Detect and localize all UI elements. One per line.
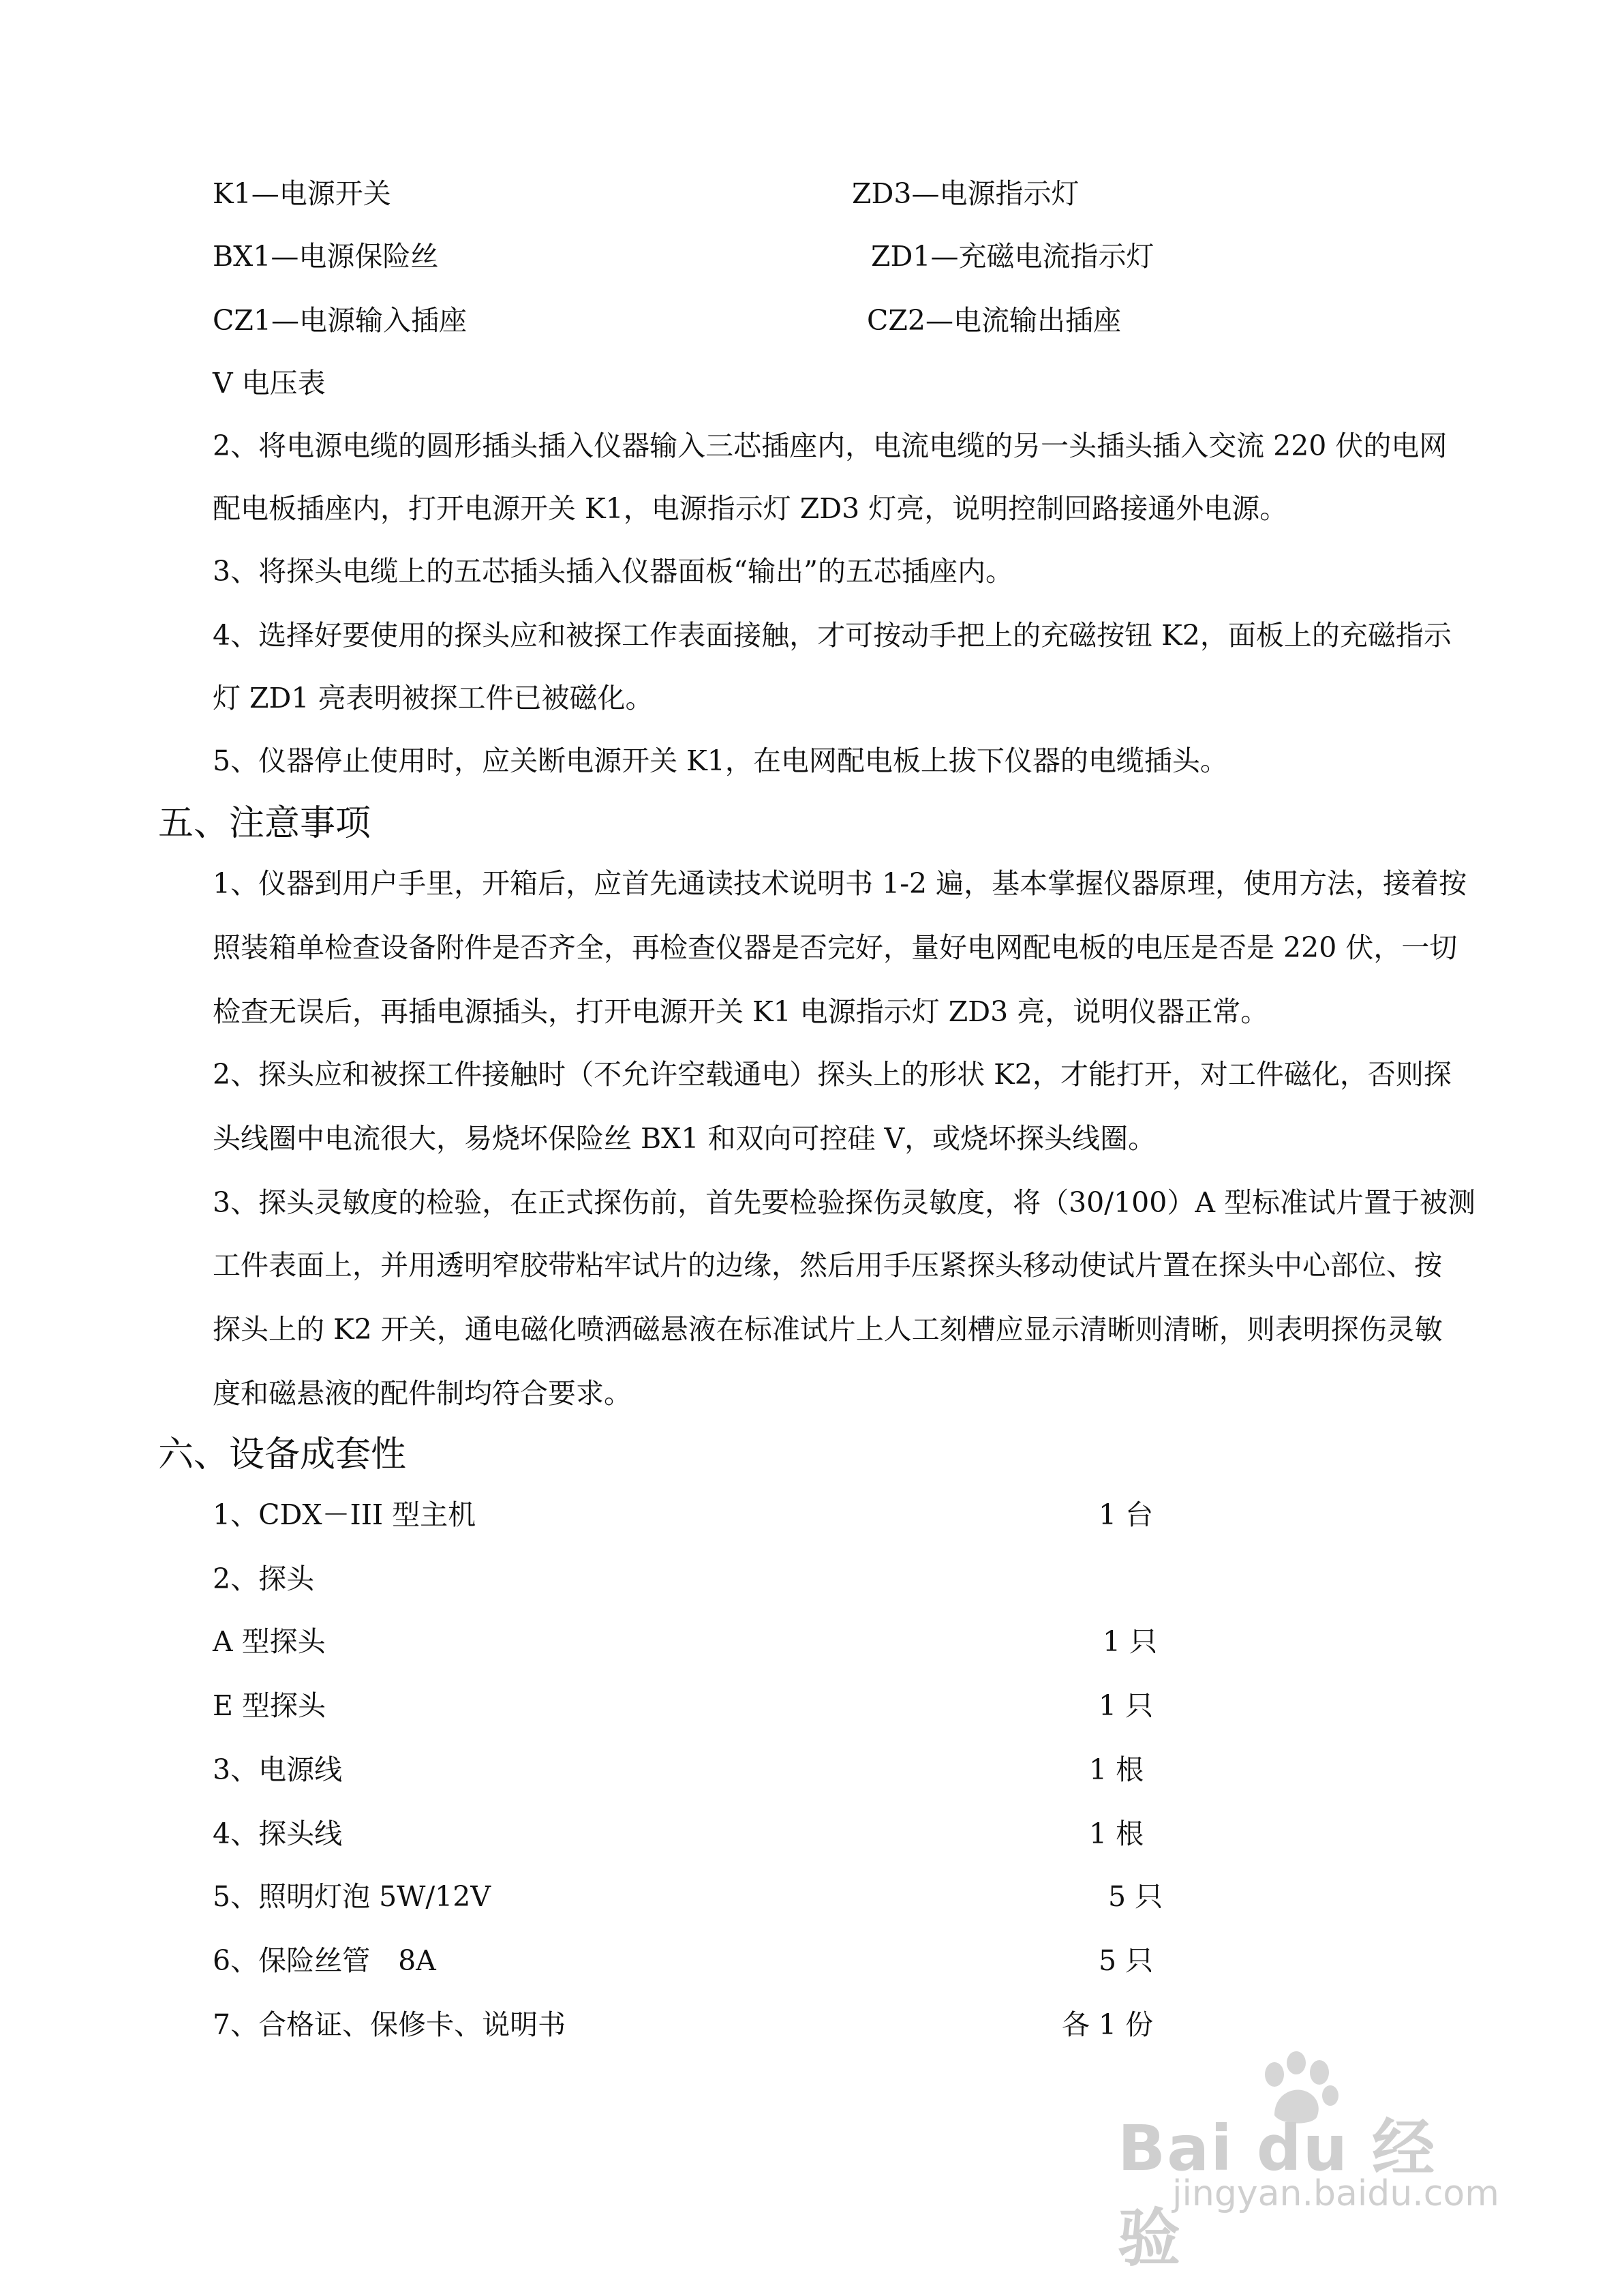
equipment-item-name: E 型探头 [213, 1689, 326, 1722]
equipment-item-name: 4、探头线 [213, 1817, 343, 1850]
equipment-item-name: 7、合格证、保修卡、说明书 [213, 2008, 566, 2041]
step-2-line-2: 配电板插座内，打开电源开关 K1，电源指示灯 ZD3 灯亮，说明控制回路接通外电源。 [213, 492, 1288, 525]
step-5: 5、仪器停止使用时，应关断电源开关 K1，在电网配电板上拔下仪器的电缆插头。 [213, 744, 1228, 777]
equipment-item-qty: 1 台 [1099, 1498, 1154, 1531]
legend-k1: K1—电源开关 [213, 177, 391, 210]
equipment-item-qty: 5 只 [1099, 1944, 1154, 1977]
note-2-line-2: 头线圈中电流很大，易烧坏保险丝 BX1 和双向可控硅 V，或烧坏探头线圈。 [213, 1122, 1157, 1155]
legend-bx1: BX1—电源保险丝 [213, 240, 439, 273]
legend-cz1: CZ1—电源输入插座 [213, 304, 467, 337]
section-6-heading: 六、设备成套性 [158, 1434, 407, 1475]
note-1-line-3: 检查无误后，再插电源插头，打开电源开关 K1 电源指示灯 ZD3 亮，说明仪器正常。 [213, 995, 1269, 1028]
equipment-item-qty: 1 只 [1103, 1625, 1158, 1658]
equipment-item-name: 6、保险丝管 8A [213, 1944, 436, 1977]
legend-zd1: ZD1—充磁电流指示灯 [871, 240, 1154, 273]
equipment-item-name: 1、CDX－III 型主机 [213, 1498, 476, 1531]
equipment-item-name: 2、探头 [213, 1562, 315, 1595]
equipment-item-name: A 型探头 [213, 1625, 326, 1658]
equipment-item-name: 3、电源线 [213, 1753, 343, 1786]
section-5-heading: 五、注意事项 [158, 803, 371, 844]
legend-cz2: CZ2—电流输出插座 [867, 304, 1121, 337]
equipment-item-qty: 1 根 [1089, 1817, 1144, 1850]
legend-zd3: ZD3—电源指示灯 [852, 177, 1080, 210]
note-3-line-1: 3、探头灵敏度的检验，在正式探伤前，首先要检验探伤灵敏度，将（30/100）A 型标准试片置于被测 [213, 1186, 1475, 1219]
baidu-jingyan-watermark [1118, 2051, 1499, 2275]
note-1-line-1: 1、仪器到用户手里，开箱后，应首先通读技术说明书 1-2 遍，基本掌握仪器原理，使用方法，接着按 [213, 867, 1467, 900]
step-4-line-2: 灯 ZD1 亮表明被探工件已被磁化。 [213, 682, 654, 714]
equipment-item-qty: 1 根 [1089, 1753, 1144, 1786]
note-3-line-4: 度和磁悬液的配件制均符合要求。 [213, 1377, 632, 1410]
watermark-brand: Bai du 经验 [1118, 2112, 1437, 2275]
step-3: 3、将探头电缆上的五芯插头插入仪器面板“输出”的五芯插座内。 [213, 555, 1014, 588]
note-3-line-3: 探头上的 K2 开关，通电磁化喷洒磁悬液在标准试片上人工刻槽应显示清晰则清晰，则表明探伤灵敏 [213, 1313, 1443, 1346]
equipment-item-qty: 各 1 份 [1062, 2008, 1154, 2041]
step-4-line-1: 4、选择好要使用的探头应和被探工作表面接触，才可按动手把上的充磁按钮 K2，面板上的充磁指示 [213, 619, 1452, 652]
watermark-url: jingyan.baidu.com [1172, 2173, 1499, 2214]
equipment-item-qty: 1 只 [1099, 1689, 1154, 1722]
note-3-line-2: 工件表面上，并用透明窄胶带粘牢试片的边缘，然后用手压紧探头移动使试片置在探头中心部位、按 [213, 1249, 1442, 1282]
legend-v: V 电压表 [213, 367, 326, 399]
equipment-item-name: 5、照明灯泡 5W/12V [213, 1880, 491, 1913]
step-2-line-1: 2、将电源电缆的圆形插头插入仪器输入三芯插座内，电流电缆的另一头插头插入交流 220 伏的电网 [213, 429, 1448, 462]
note-2-line-1: 2、探头应和被探工件接触时（不允许空载通电）探头上的形状 K2，才能打开，对工件磁化，否则探 [213, 1058, 1452, 1091]
note-1-line-2: 照装箱单检查设备附件是否齐全，再检查仪器是否完好，量好电网配电板的电压是否是 220 伏，一切 [213, 931, 1458, 964]
equipment-item-qty: 5 只 [1108, 1880, 1163, 1913]
